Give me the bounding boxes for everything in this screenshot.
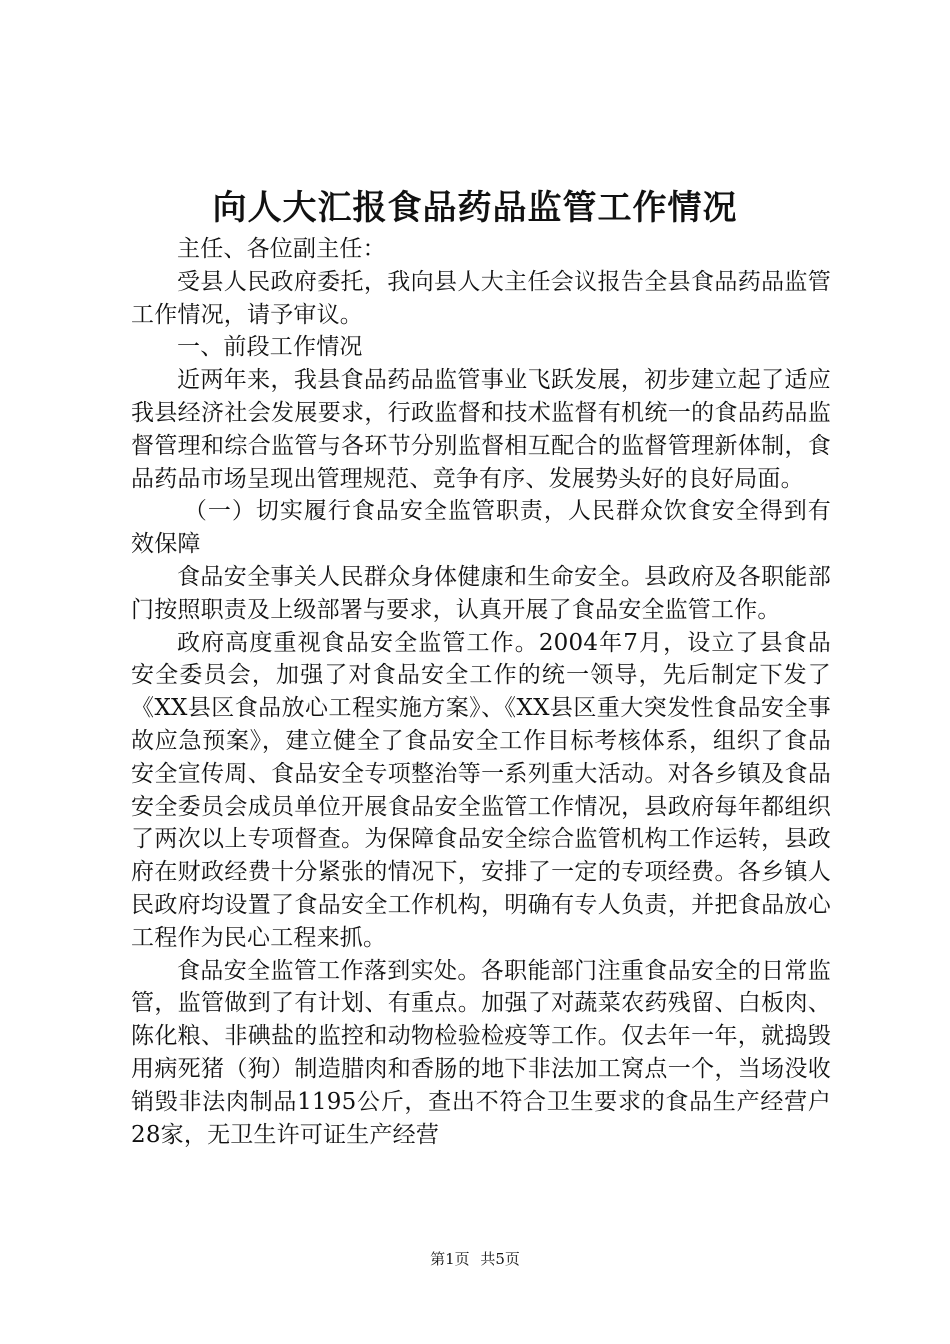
body-paragraph: 食品安全监管工作落到实处。各职能部门注重食品安全的日常监管，监管做到了有计划、有重点。加强了对蔬菜农药残留、白板肉、陈化粮、非碘盐的监控和动物检验检疫等工作。仅去年一年，就捣毁用病死猪（狗）制造腊肉和香肠的地下非法加工窝点一个，当场没收销毁非法肉制品1195公斤，查出不符合卫生要求的食品生产经营户28家，无卫生许可证生产经营 — [131, 957, 831, 1148]
document-title: 向人大汇报食品药品监管工作情况 — [212, 188, 738, 228]
body-paragraph: 近两年来，我县食品药品监管事业飞跃发展，初步建立起了适应我县经济社会发展要求，行政监督和技术监督有机统一的食品药品监督管理和综合监管与各环节分别监督相互配合的监督管理新体制，食品药品市场呈现出管理规范、竞争有序、发展势头好的良好局面。 — [131, 367, 831, 492]
section-heading-1: 一、前段工作情况 — [177, 334, 363, 361]
subsection-heading-1: （一）切实履行食品安全监管职责，人民群众饮食安全得到有效保障 — [131, 498, 831, 558]
intro-paragraph: 受县人民政府委托，我向县人大主任会议报告全县食品药品监管工作情况，请予审议。 — [131, 268, 831, 328]
body-paragraph: 政府高度重视食品安全监管工作。2004年7月，设立了县食品安全委员会，加强了对食品安全工作的统一领导，先后制定下发了《XX县区食品放心工程实施方案》、《XX县区重大突发性食品安全事故应急预案》，建立健全了食品安全工作目标考核体系，组织了食品安全宣传周、食品安全专项整治等一系列重大活动。对各乡镇及食品安全委员会成员单位开展食品安全监管工作情况，县政府每年都组织了两次以上专项督查。为保障食品安全综合监管机构工作运转，县政府在财政经费十分紧张的情况下，安排了一定的专项经费。各乡镇人民政府均设置了食品安全工作机构，明确有专人负责，并把食品放心工程作为民心工程来抓。 — [131, 629, 831, 951]
document-body — [131, 233, 831, 1151]
salutation-paragraph: 主任、各位副主任： — [177, 236, 386, 262]
body-paragraph: 食品安全事关人民群众身体健康和生命安全。县政府及各职能部门按照职责及上级部署与要求，认真开展了食品安全监管工作。 — [131, 563, 831, 623]
page-number: 第1页 — [430, 1250, 470, 1268]
page-total: 共5页 — [480, 1250, 520, 1268]
page-footer — [0, 1249, 950, 1269]
